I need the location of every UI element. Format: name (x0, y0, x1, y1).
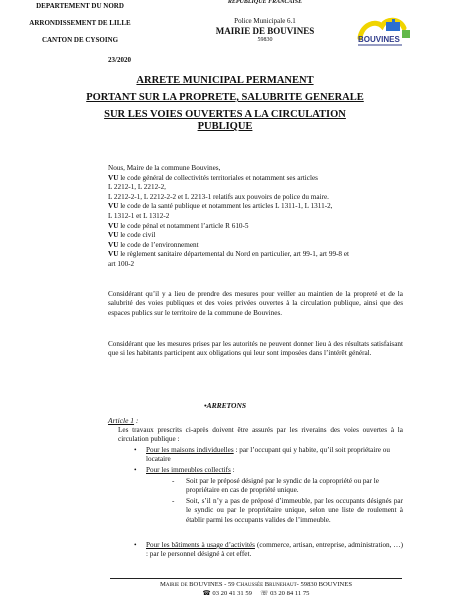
vu-keyword: VU (108, 250, 119, 259)
footer-phone: 03 20 41 31 59 (212, 589, 252, 597)
vu-text: art 100-2 (108, 259, 135, 268)
bullet-dot: • (134, 446, 137, 454)
dash-marker: - (172, 497, 175, 505)
vu-line (108, 212, 403, 222)
mairie-title: MAIRIE DE BOUVINES (215, 26, 315, 36)
arretons-heading: •ARRETONS (203, 401, 247, 410)
vu-text: le code général de collectivités territoriales et notamment ses articles (118, 173, 318, 182)
republic-label: REPUBLIQUE FRANCAISE (227, 0, 303, 5)
vu-text: le code civil (118, 231, 156, 240)
article-1-label: Article 1 (108, 416, 135, 425)
considerant-1: Considérant qu’il y a lieu de prendre des mesures pour veiller au maintien de la propreté et de la salubrité des voies publiques et des voies privées ouvertes à la circulation publique, ainsi que des espaces publics sur le territoire de la commune de Bouvines. (108, 290, 403, 317)
vu-line (108, 241, 403, 251)
preamble-intro: Nous, Maire de la commune Bouvines, (108, 164, 221, 172)
bullet-activites (134, 541, 403, 560)
vu-text: le règlement sanitaire départemental du Nord en particulier, art 99-1, art 99-8 et (118, 250, 350, 259)
dash-item-1 (172, 477, 403, 496)
dash-item-1-text: Soit par le préposé désigné par le syndic de la copropriété ou par le propriétaire en cas de propriété unique. (186, 477, 379, 495)
bullet-maisons-text: : par l’occupant qui y habite, qu’il soit propriétaire ou locataire (146, 446, 390, 464)
bullet-maisons-label: Pour les maisons individuelles (146, 446, 234, 454)
bullet-immeubles-label: Pour les immeubles collectifs (146, 466, 231, 474)
vu-line (108, 250, 403, 260)
vu-text: le code pénal et notamment l’article R 610-5 (118, 221, 249, 230)
footer (110, 578, 402, 598)
vu-text: le code de l’environnement (118, 240, 199, 249)
vu-text: L 2212-1, L 2212-2, (108, 183, 166, 192)
vu-keyword: VU (108, 202, 119, 211)
vu-keyword: VU (108, 173, 119, 182)
bullet-activites-text: (commerce, artisan, entreprise, administration, …) : par le personnel désigné à cet effet. (146, 541, 403, 559)
vu-text: L 1312-1 et L 1312-2 (108, 211, 170, 220)
title-line-2: PORTANT SUR LA PROPRETE, SALUBRITE GENERALE (86, 92, 364, 103)
footer-fax: 03 20 84 11 75 (270, 589, 310, 597)
dash-marker: - (172, 477, 175, 485)
vu-list (108, 174, 403, 270)
bullet-maisons (134, 446, 403, 465)
vu-text: le code de la santé publique et notamment les articles L 1311-1, L 1311-2, (118, 202, 333, 211)
dash-item-2 (172, 497, 403, 525)
vu-keyword: VU (108, 221, 119, 230)
title-line-4: PUBLIQUE (197, 121, 253, 132)
bullet-activites-label: Pour les bâtiments à usage d’activités (146, 541, 255, 549)
logo-text: BOUVINES (358, 35, 400, 44)
postcode-label: 59830 (257, 37, 273, 43)
vu-line (108, 202, 403, 212)
article-1-intro: Les travaux prescrits ci-après doivent être assurés par les riverains des voies ouvertes à la circulation publique : (118, 426, 403, 444)
bullet-dot: • (134, 466, 137, 474)
title-line-3: SUR LES VOIES OUVERTES A LA CIRCULATION (104, 109, 346, 120)
article-1 (108, 416, 403, 426)
arrete-number: 23/2020 (108, 56, 131, 64)
article-1-suffix: : (134, 416, 139, 425)
bullet-immeubles-suffix: : (230, 466, 235, 474)
vu-text: L 2212-2-1, L 2212-2-2 et L 2213-1 relatifs aux pouvoirs de police du maire. (108, 192, 329, 201)
phone-icon: ☎ (202, 589, 211, 597)
footer-address: Mairie de BOUVINES - 59 Chaussée Brunehaut- 59830 BOUVINES (160, 581, 352, 588)
vu-line (108, 260, 403, 270)
bullet-immeubles (134, 466, 403, 475)
vu-keyword: VU (108, 231, 119, 240)
vu-line (108, 174, 403, 184)
title-line-1: ARRETE MUNICIPAL PERMANENT (136, 75, 314, 86)
considerant-2: Considérant que les mesures prises par les autorités ne peuvent donner lieu à des résultats satisfaisant que si les habitants participent aux obligations qui leur sont imposées dans l’intérêt général. (108, 340, 403, 358)
vu-line (108, 183, 403, 193)
fax-icon: ☏ (260, 589, 269, 597)
canton-label: CANTON DE CYSOING (41, 36, 119, 44)
departement-label: DEPARTEMENT DU NORD (36, 2, 124, 10)
bullet-dot: • (134, 541, 137, 549)
bouvines-logo (352, 16, 418, 48)
police-label: Police Municipale 6.1 (234, 17, 296, 25)
dash-item-2-text: Soit, s’il n’y a pas de préposé d’immeuble, par les occupants désignés par le syndic ou par le propriétaire unique, selon une liste de roulement à établir parmi les occupants valides de l’immeuble. (186, 497, 403, 524)
vu-keyword: VU (108, 240, 119, 249)
vu-line (108, 222, 403, 232)
vu-line (108, 193, 403, 203)
vu-line (108, 231, 403, 241)
footer-contacts (110, 590, 402, 599)
arrondissement-label: ARRONDISSEMENT DE LILLE (29, 19, 131, 27)
logo-graphic (352, 16, 418, 48)
preamble (108, 164, 403, 270)
